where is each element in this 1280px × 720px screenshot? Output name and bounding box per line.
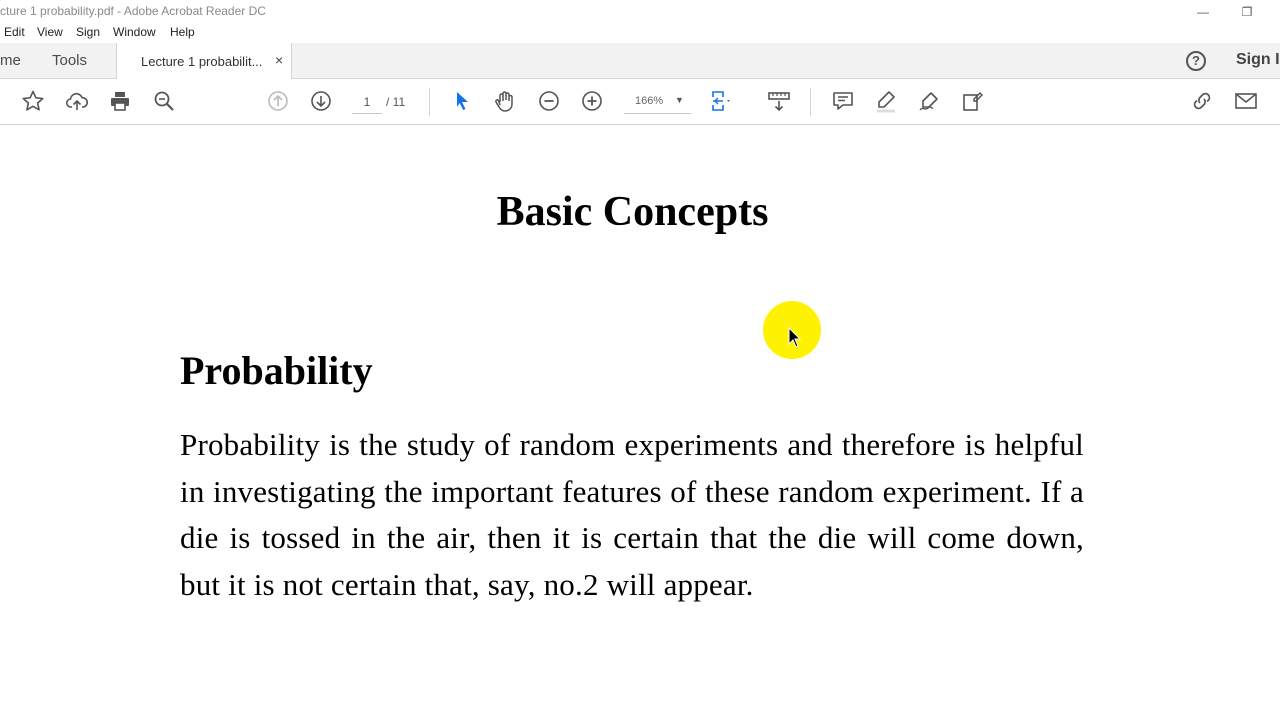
menu-window[interactable]: Window: [113, 25, 156, 39]
menu-help[interactable]: Help: [170, 25, 195, 39]
select-arrow-icon[interactable]: [450, 89, 474, 113]
zoom-select[interactable]: [624, 91, 691, 114]
menu-sign[interactable]: Sign: [76, 25, 101, 39]
window-title: cture 1 probability.pdf - Adobe Acrobat Reader DC: [0, 4, 266, 18]
zoom-out-icon[interactable]: [537, 89, 561, 113]
print-icon[interactable]: [108, 89, 132, 113]
body-paragraph: Probability is the study of random experiments and therefore is helpful in investigating the important features of these random experiment. If a die is tossed in the air, then it is certain that the die will come down, but it is not certain that, say, no.2 will appear.: [180, 427, 1084, 602]
document-page: [0, 125, 1280, 720]
tab-home[interactable]: me: [0, 52, 21, 69]
section-heading: Probability: [180, 348, 373, 393]
close-tab-icon[interactable]: ×: [275, 52, 284, 68]
sign-icon[interactable]: [917, 89, 941, 113]
help-icon[interactable]: ?: [1186, 51, 1206, 71]
toolbar-divider: [429, 88, 430, 116]
comment-icon[interactable]: [831, 89, 855, 113]
zoom-search-icon[interactable]: [152, 89, 176, 113]
tab-tools[interactable]: Tools: [52, 52, 88, 69]
document-tab-label: Lecture 1 probabilit...: [141, 54, 263, 69]
restore-button[interactable]: ❐: [1241, 5, 1253, 19]
toolbar: [0, 79, 1280, 125]
email-icon[interactable]: [1234, 89, 1258, 113]
share-link-icon[interactable]: [1190, 89, 1214, 113]
highlight-icon[interactable]: [874, 89, 898, 113]
menu-edit[interactable]: Edit: [4, 25, 25, 39]
star-icon[interactable]: [21, 89, 45, 113]
tab-document[interactable]: [116, 43, 292, 79]
zoom-in-icon[interactable]: [580, 89, 604, 113]
sign-in-button[interactable]: Sign I: [1236, 51, 1280, 68]
menu-bar: [0, 24, 1280, 43]
hand-tool-icon[interactable]: [493, 89, 517, 113]
menu-view[interactable]: View: [37, 25, 63, 39]
scroll-mode-icon[interactable]: [767, 89, 791, 113]
document-title: Basic Concepts: [496, 189, 769, 235]
chevron-down-icon: ▼: [675, 95, 684, 105]
fit-page-icon[interactable]: [710, 89, 734, 113]
minimize-button[interactable]: —: [1197, 5, 1209, 19]
zoom-value: 166%: [635, 95, 664, 107]
page-total: / 11: [386, 95, 406, 109]
page-up-icon[interactable]: [266, 89, 290, 113]
tab-bar: [0, 43, 1280, 79]
page-down-icon[interactable]: [309, 89, 333, 113]
upload-icon[interactable]: [65, 89, 89, 113]
title-bar: [0, 0, 1280, 24]
page-number-input[interactable]: 1: [352, 91, 382, 114]
mouse-pointer-icon: [788, 327, 802, 349]
toolbar-divider: [810, 88, 811, 116]
edit-icon[interactable]: [961, 89, 985, 113]
